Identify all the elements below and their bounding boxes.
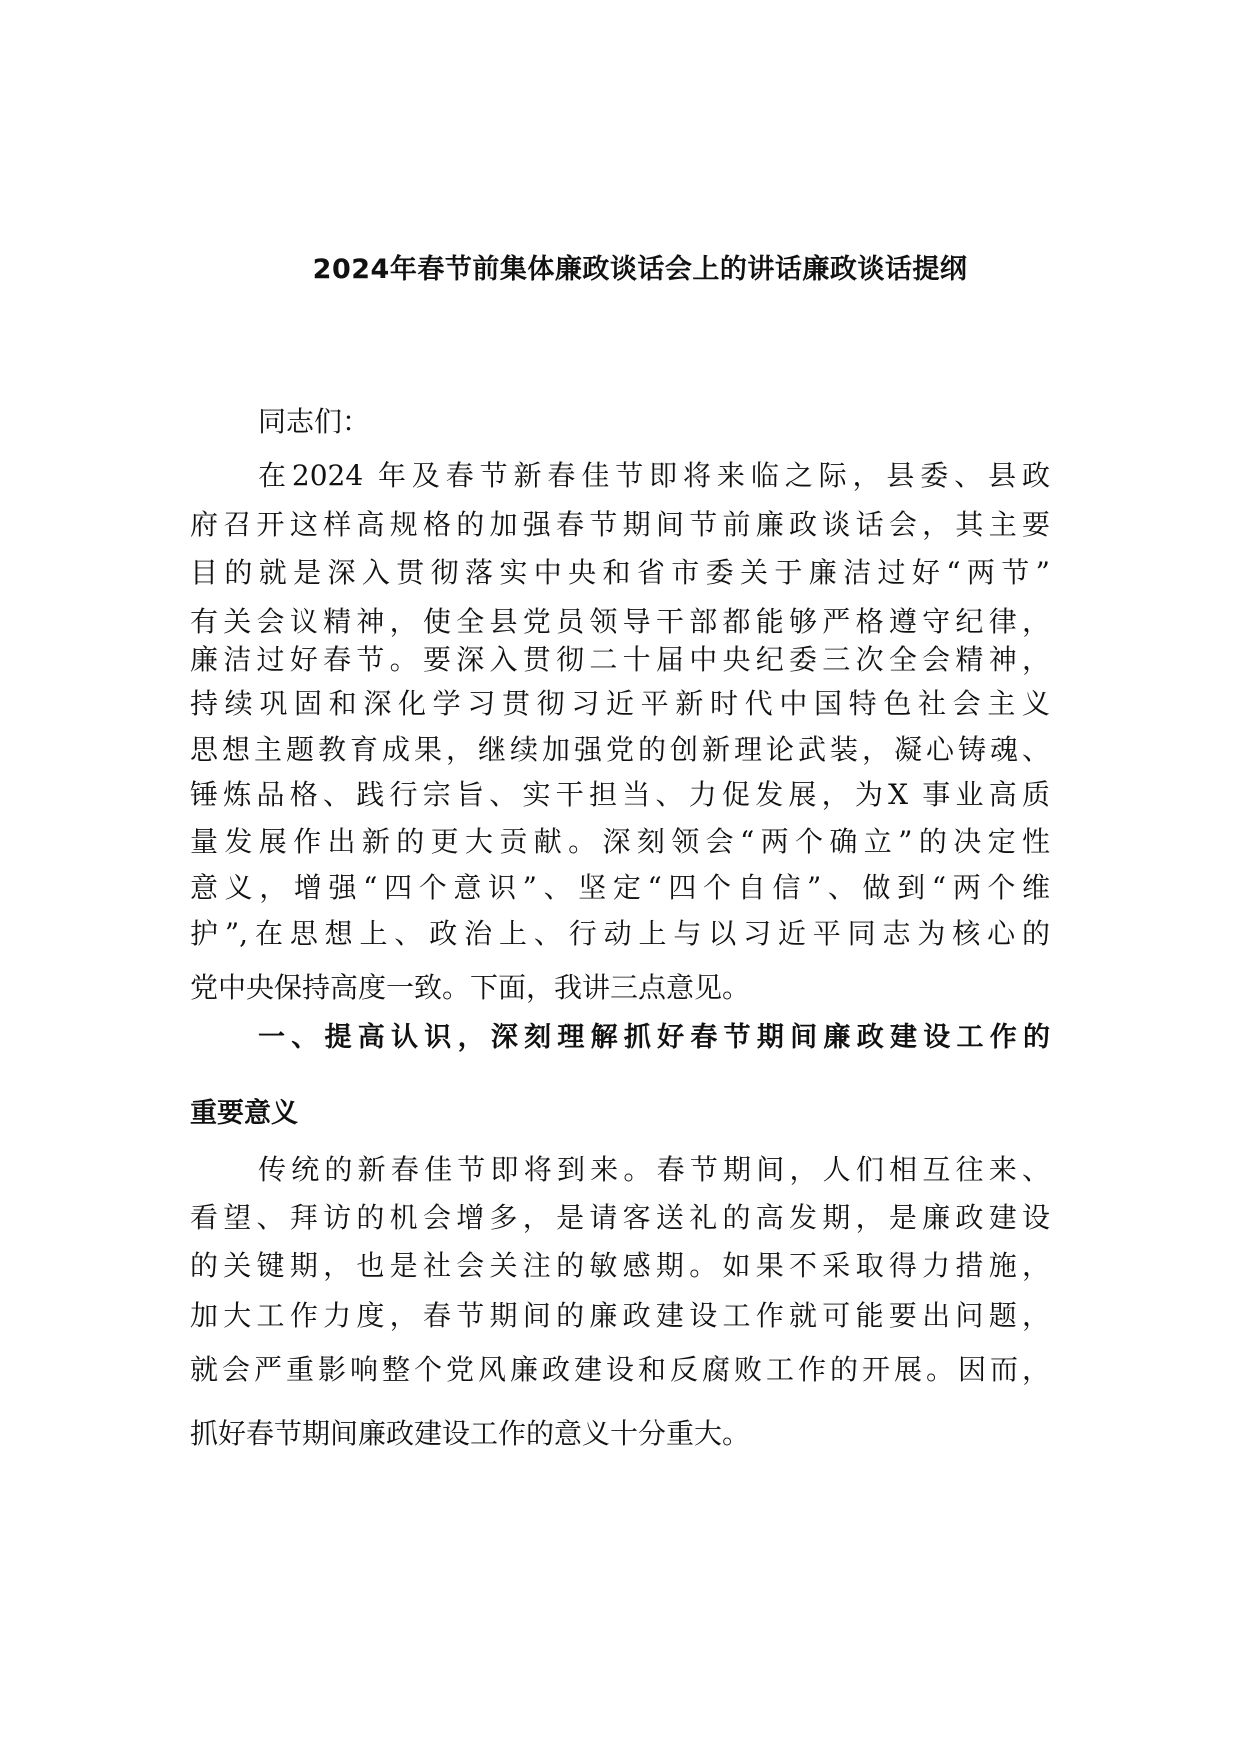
paragraph-line: 府召开这样高规格的加强春节期间节前廉政谈话会，其主要 bbox=[190, 508, 1050, 541]
paragraph-line: 护”,在思想上、政治上、行动上与以习近平同志为核心的 bbox=[190, 917, 1050, 950]
document-title: 2024年春节前集体廉政谈话会上的讲话廉政谈话提纲 bbox=[312, 254, 968, 285]
paragraph-line: 传统的新春佳节即将到来。春节期间，人们相互往来、 bbox=[258, 1153, 1050, 1186]
heading-line: 一、提高认识，深刻理解抓好春节期间廉政建设工作的 bbox=[258, 1022, 1050, 1053]
paragraph-line: 看望、拜访的机会增多，是请客送礼的高发期，是廉政建设 bbox=[190, 1201, 1050, 1234]
paragraph-line: 就会严重影响整个党风廉政建设和反腐败工作的开展。因而， bbox=[190, 1353, 1050, 1386]
paragraph-line: 思想主题教育成果，继续加强党的创新理论武装，凝心铸魂、 bbox=[190, 733, 1050, 766]
paragraph-line: 在2024 年及春节新春佳节即将来临之际，县委、县政 bbox=[258, 459, 1050, 492]
heading-line: 重要意义 bbox=[190, 1098, 298, 1129]
paragraph-line: 抓好春节期间廉政建设工作的意义十分重大。 bbox=[190, 1417, 751, 1450]
salutation: 同志们： bbox=[258, 405, 371, 438]
paragraph-line: 持续巩固和深化学习贯彻习近平新时代中国特色社会主义 bbox=[190, 687, 1050, 720]
paragraph-line: 有关会议精神，使全县党员领导干部都能够严格遵守纪律， bbox=[190, 605, 1050, 638]
paragraph-line: 加大工作力度，春节期间的廉政建设工作就可能要出问题， bbox=[190, 1299, 1050, 1332]
paragraph-line: 廉洁过好春节。要深入贯彻二十届中央纪委三次全会精神， bbox=[190, 643, 1050, 676]
paragraph-line: 锤炼品格、践行宗旨、实干担当、力促发展，为X 事业高质 bbox=[190, 778, 1050, 811]
paragraph-line: 量发展作出新的更大贡献。深刻领会“两个确立”的决定性 bbox=[190, 825, 1050, 858]
paragraph-line: 党中央保持高度一致。下面，我讲三点意见。 bbox=[190, 971, 751, 1004]
paragraph-line: 意义，增强“四个意识”、坚定“四个自信”、做到“两个维 bbox=[190, 871, 1050, 904]
paragraph-line: 目的就是深入贯彻落实中央和省市委关于廉洁过好“两节” bbox=[190, 556, 1050, 589]
paragraph-line: 的关键期，也是社会关注的敏感期。如果不采取得力措施， bbox=[190, 1249, 1050, 1282]
